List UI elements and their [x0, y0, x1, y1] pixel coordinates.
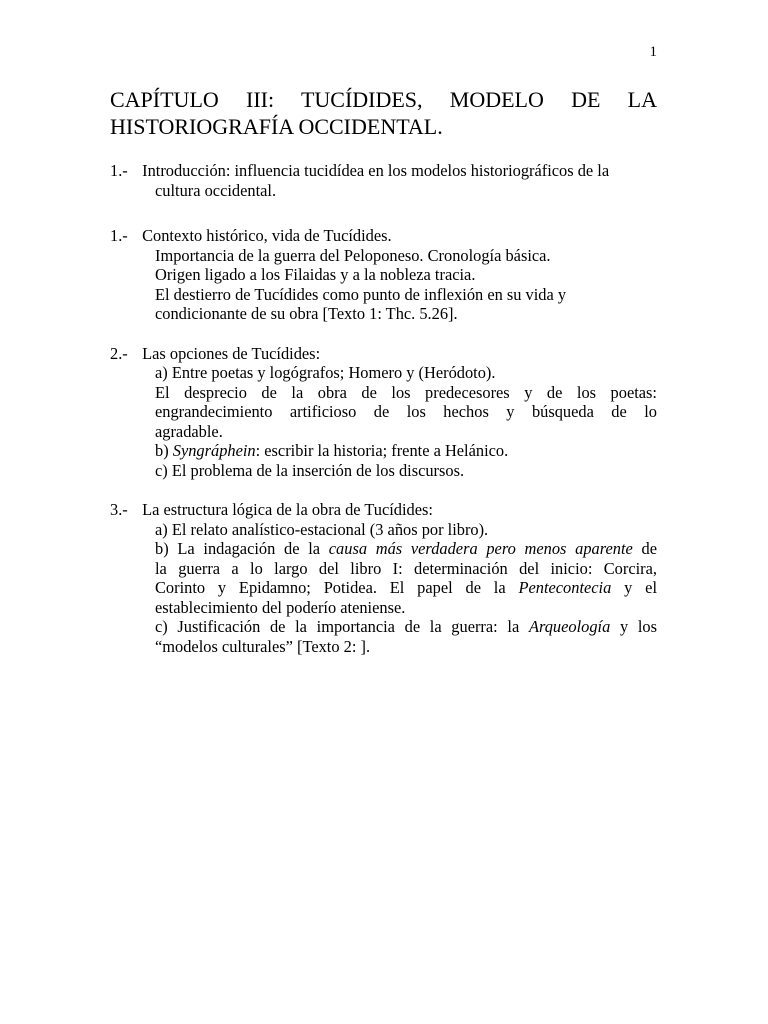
- chapter-title-line-1: CAPÍTULO III: TUCÍDIDES, MODELO DE LA: [110, 87, 657, 112]
- text-run: b) La indagación de la: [155, 539, 329, 558]
- section-introduction: [110, 161, 657, 200]
- section-number: 1.-: [110, 226, 128, 245]
- text-run: c) Justificación de la importancia de la guerra: la: [155, 617, 529, 636]
- page-number: 1: [649, 44, 657, 60]
- section-heading: [110, 161, 657, 181]
- section-heading-text: Introducción: influencia tucidídea en los modelos historiográficos de la: [142, 161, 610, 180]
- text-run: b): [155, 441, 173, 460]
- list-item-a: a) Entre poetas y logógrafos; Homero y (Heródoto).: [155, 363, 496, 382]
- section-structure: [110, 500, 657, 656]
- section-heading: [110, 344, 657, 364]
- text-run: Corinto y Epidamno; Potidea. El papel de la: [155, 578, 519, 597]
- section-heading-continuation: cultura occidental.: [155, 180, 277, 200]
- section-heading: [110, 226, 657, 246]
- section-number: 3.-: [110, 500, 128, 519]
- list-item-a-detail-line: agradable.: [155, 421, 223, 441]
- italic-term: Pentecontecia: [518, 578, 612, 597]
- section-heading-text: Contexto histórico, vida de Tucídides.: [142, 226, 392, 245]
- list-item-b-line: [110, 539, 657, 559]
- list-item-b: [110, 441, 657, 461]
- document-body: [110, 161, 657, 656]
- text-run: : escribir la historia; frente a Helánico.: [255, 441, 509, 460]
- section-heading: [110, 500, 657, 520]
- text-run: y los: [610, 617, 657, 636]
- section-number: 1.-: [110, 161, 128, 180]
- chapter-title: [110, 86, 657, 140]
- list-item-c: c) El problema de la inserción de los discursos.: [155, 460, 465, 480]
- list-item-c-line: [110, 617, 657, 637]
- italic-term: Arqueología: [528, 617, 611, 636]
- section-heading-text: Las opciones de Tucídides:: [142, 343, 321, 363]
- chapter-title-line-2: HISTORIOGRAFÍA OCCIDENTAL.: [110, 114, 443, 139]
- list-item: Importancia de la guerra del Peloponeso. Cronología básica.: [155, 245, 551, 265]
- list-item-c-line: “modelos culturales” [Texto 2: ].: [155, 636, 371, 656]
- section-context: [110, 226, 657, 324]
- list-item-b-line: la guerra a lo largo del libro I: determinación del inicio: Corcira,: [155, 558, 657, 578]
- text-run: de: [632, 539, 657, 558]
- list-item-a-detail-line: engrandecimiento artificioso de los hechos y búsqueda de lo: [155, 402, 657, 421]
- section-number: 2.-: [110, 343, 128, 363]
- list-item-b-line: establecimiento del poderío ateniense.: [155, 597, 406, 617]
- list-item-a-detail-line: El desprecio de la obra de los predecesores y de los poetas:: [155, 382, 657, 402]
- list-item-b-line: [110, 578, 657, 598]
- text-run: y el: [611, 578, 657, 597]
- list-item-a: a) El relato analístico-estacional (3 años por libro).: [155, 519, 489, 539]
- section-heading-text: La estructura lógica de la obra de Tucídides:: [142, 500, 433, 519]
- list-item: condicionante de su obra [Texto 1: Thc. 5.26].: [155, 304, 458, 323]
- italic-term: causa más verdadera pero menos aparente: [328, 539, 633, 558]
- list-item: El destierro de Tucídides como punto de inflexión en su vida y: [155, 284, 567, 304]
- list-item: Origen ligado a los Filaidas y a la nobleza tracia.: [155, 265, 476, 284]
- italic-term: Syngráphein: [172, 441, 256, 460]
- section-options: [110, 344, 657, 481]
